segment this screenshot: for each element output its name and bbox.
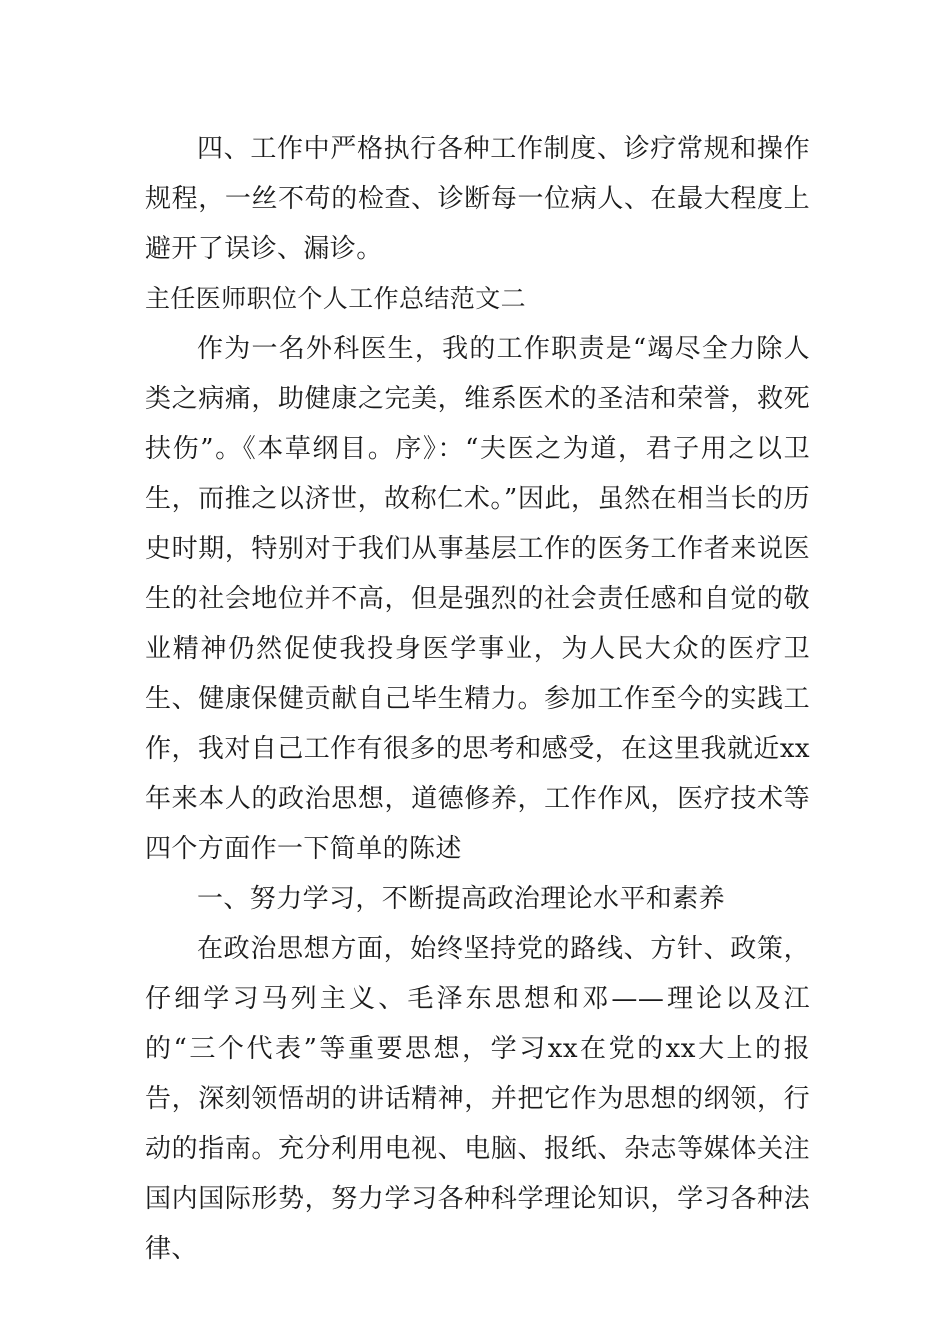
paragraph-intro: 作为一名外科医生，我的工作职责是“竭尽全力除人类之病痛，助健康之完美，维系医术的圣洁和荣誉，救死扶伤”。《本草纲目。序》：“夫医之为道，君子用之以卫生，而推之以济世，故称仁术。”因此，虽然在相当长的历史时期，特别对于我们从事基层工作的医务工作者来说医生的社会地位并不高，但是强烈的社会责任感和自觉的敬业精神仍然促使我投身医学事业，为人民大众的医疗卫生、健康保健贡献自己毕生精力。参加工作至今的实践工作，我对自己工作有很多的思考和感受，在这里我就近xx年来本人的政治思想，道德修养，工作作风，医疗技术等四个方面作一下简单的陈述 [145,334,810,864]
document-body [145,124,810,1274]
subheading-one: 一、努力学习，不断提高政治理论水平和素养 [197,884,726,914]
section-heading: 主任医师职位个人工作总结范文二 [145,284,527,313]
paragraph-political-thought: 在政治思想方面，始终坚持党的路线、方针、政策，仔细学习马列主义、毛泽东思想和邓——理论以及江的“三个代表”等重要思想，学习xx在党的xx大上的报告，深刻领悟胡的讲话精神，并把它作为思想的纲领，行动的指南。充分利用电视、电脑、报纸、杂志等媒体关注国内国际形势，努力学习各种科学理论知识，学习各种法律、 [145,934,810,1264]
paragraph-item-four: 四、工作中严格执行各种工作制度、诊疗常规和操作规程，一丝不苟的检查、诊断每一位病人、在最大程度上避开了误诊、漏诊。 [145,134,810,264]
